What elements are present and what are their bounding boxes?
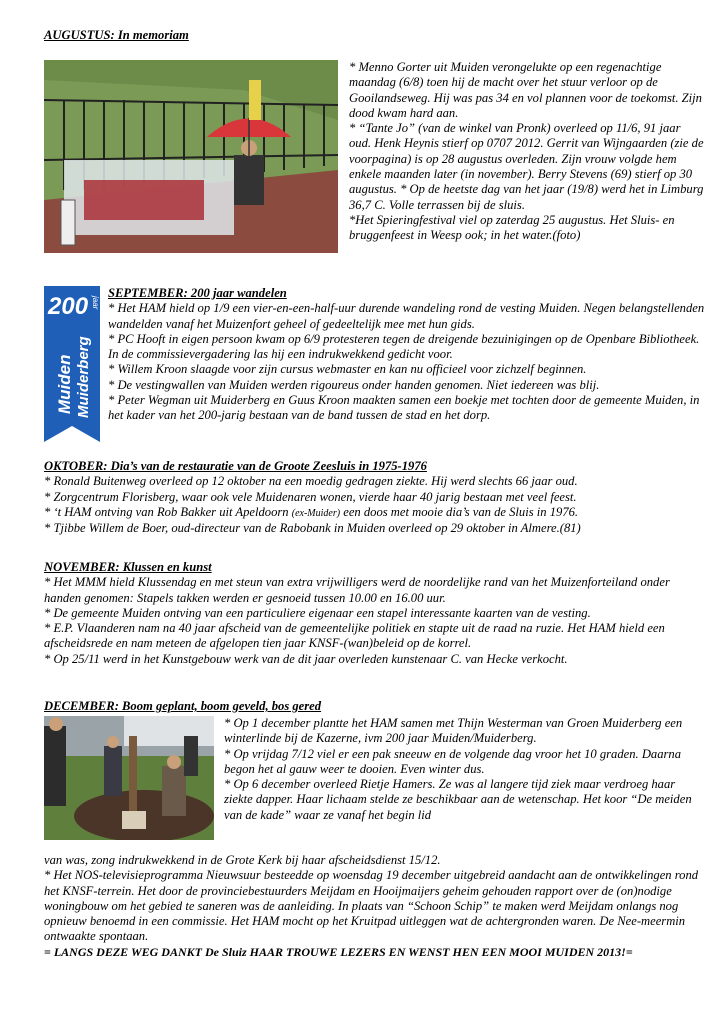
oktober-item: * Tjibbe Willem de Boer, oud-directeur van de Rabobank in Muiden overleed op 29 oktober in Almere.(81) (44, 521, 581, 536)
november-item: * Het MMM hield Klussendag en met steun van extra vrijwilligers werd de noordelijke rand van het Muizenforteiland onder handen genomen: Stapels takken werden er gesnoeid tussen 10.00 en 16.00 uur. (44, 575, 670, 605)
oktober-item-text: een doos met mooie dia’s van de Sluis in 1976. (343, 504, 579, 519)
photo-sluis-umbrella (44, 60, 338, 253)
november-item: * Op 25/11 werd in het Kunstgebouw werk van de dit jaar overleden kunstenaar C. van Hecke verkocht. (44, 651, 568, 666)
oktober-item-text: * ‘t HAM ontving van Rob Bakker uit Apeldoorn (44, 504, 289, 519)
december-item: van was, zong indrukwekkend in de Grote Kerk bij haar afscheidsdienst 15/12. (44, 853, 441, 867)
augustus-paragraph: * “Tante Jo” (van de winkel van Pronk) overleed op 11/6, 91 jaar oud. Henk Heynis stierf op 0707 2012. Gerrit van Wijngaarden (zie de voorpagina) is op 28 augustus overleden. Zijn vrouw volgde hem enkele maanden later (in november). Berry Stevens (69) stierf op 30 augustus. * Op de heetste dag van het jaar (19/8) werd het in Limburg 36,7 C. Volle terrassen bij de sluis. (349, 121, 704, 212)
heading-september: SEPTEMBER: 200 jaar wandelen (108, 286, 287, 300)
badge-suffix: jaar (91, 296, 100, 310)
oktober-item-aside: (ex-Muider) (291, 507, 341, 519)
december-item: * Op 6 december overleed Rietje Hamers. Ze was al langere tijd ziek maar verdroeg haar ziekte dapper. Haar lichaam stelde ze beschikbaar aan de wetenschap. Het koor “De meiden van de kade” waar ze vanaf het begin lid (224, 777, 692, 822)
oktober-item: * Zorgcentrum Florisberg, waar ook vele Muidenaren wonen, vierde haar 40 jarig bestaan met veel feest. (44, 489, 577, 504)
oktober-item: * Ronald Buitenweg overleed op 12 oktober na een moedig gedragen ziekte. Hij werd slechts 66 jaar oud. (44, 474, 578, 489)
muiden-muiderberg-200-badge (44, 286, 100, 442)
heading-december: DECEMBER: Boom geplant, boom geveld, bos gered (44, 699, 322, 713)
photo-tree-planting (44, 716, 214, 840)
september-item: * Het HAM hield op 1/9 een vier-en-een-half-uur durende wandeling rond de vesting Muiden. Negen belangstellenden wandelden vanaf het Muizenfort geheel of gedeeltelijk mee met hun gids. (108, 301, 705, 331)
heading-november: NOVEMBER: Klussen en kunst (44, 560, 212, 574)
augustus-paragraph: *Het Spieringfestival viel op zaterdag 25 augustus. Het Sluis- en bruggenfeest in Weesp ook; in het water.(foto) (349, 212, 675, 243)
badge-number: 200 (48, 293, 89, 320)
september-item: * PC Hooft in eigen persoon kwam op 6/9 protesteren tegen de dreigende bezuinigingen op de Openbare Bibliotheek. In de commissievergadering las hij een indrukwekkend gedicht voor. (108, 331, 700, 362)
section-oktober (44, 459, 704, 536)
oktober-item (44, 505, 704, 521)
september-item: * De vestingwallen van Muiden werden rigoureus onder handen genomen. Niet iedereen was blij. (108, 377, 600, 392)
september-item: * Peter Wegman uit Muiderberg en Guus Kroon maakten samen een boekje met tochten door de gemeente Muiden, in het kader van het 200-jarig bestaan van de band tussen de stad en het dorp. (108, 393, 700, 423)
section-augustus (44, 28, 704, 43)
augustus-paragraph: * Menno Gorter uit Muiden verongelukte op een regenachtige maandag (6/8) toen hij de macht over het stuur verloor op de Gooilandseweg. Hij was pas 34 en vol plannen voor de toekomst. Zijn dood kwam hard aan. (349, 60, 702, 120)
december-full-text (44, 853, 704, 960)
heading-oktober: OKTOBER: Dia’s van de restauratie van de Groote Zeesluis in 1975-1976 (44, 459, 427, 473)
september-item: * Willem Kroon slaagde voor zijn cursus webmaster en kan nu officieel voor zichzelf beginnen. (108, 362, 587, 377)
december-item: * Op vrijdag 7/12 viel er een pak sneeuw en de volgende dag vroor het 10 graden. Daarna begon het al gauw weer te dooien. Even winter dus. (224, 746, 682, 776)
november-item: * E.P. Vlaanderen nam na 40 jaar afscheid van de gemeentelijke politiek en stapte uit de raad na ruzie. Het HAM hield een afscheidsrede en nam meteen de afgelopen tien jaar KNSF-(wan)beleid op de korrel. (44, 621, 665, 651)
closing-line: = LANGS DEZE WEG DANKT De Sluiz HAAR TROUWE LEZERS EN WENST HEN EEN MOOI MUIDEN 2013!= (44, 944, 633, 959)
heading-augustus: AUGUSTUS: In memoriam (44, 28, 189, 42)
badge-line1: Muiden (55, 354, 74, 414)
badge-line2: Muiderberg (75, 336, 92, 418)
section-november (44, 560, 704, 667)
december-float-text (224, 716, 705, 823)
section-december (44, 699, 704, 714)
november-item: * De gemeente Muiden ontving van een particuliere eigenaar een stapel interessante kaarten van de vesting. (44, 605, 591, 620)
augustus-text (349, 60, 705, 244)
section-september (108, 286, 705, 424)
december-item: * Op 1 december plantte het HAM samen met Thijn Westerman van Groen Muiderberg een winterlinde bij de Kazerne, ivm 200 jaar Muiden/Muiderberg. (224, 716, 683, 746)
december-item: * Het NOS-televisieprogramma Nieuwsuur besteedde op woensdag 19 december uitgebreid aandacht aan de ontwikkelingen rond het KNSF-terrein. Het door de provinciebestuurders Meijdam en Hooijmaijers geheim gehouden rapport over de (on)nodige woningbouw om het gebied te saneren was de aanleiding. In plaats van “Schoon Schip” te maken werd Meijdam onlangs nog opnieuw benoemd in een commissie. Het HAM mocht op het Kruitpad uitleggen wat de achtergronden waren. De Nee-meermin ontwaakte spontaan. (44, 868, 699, 944)
